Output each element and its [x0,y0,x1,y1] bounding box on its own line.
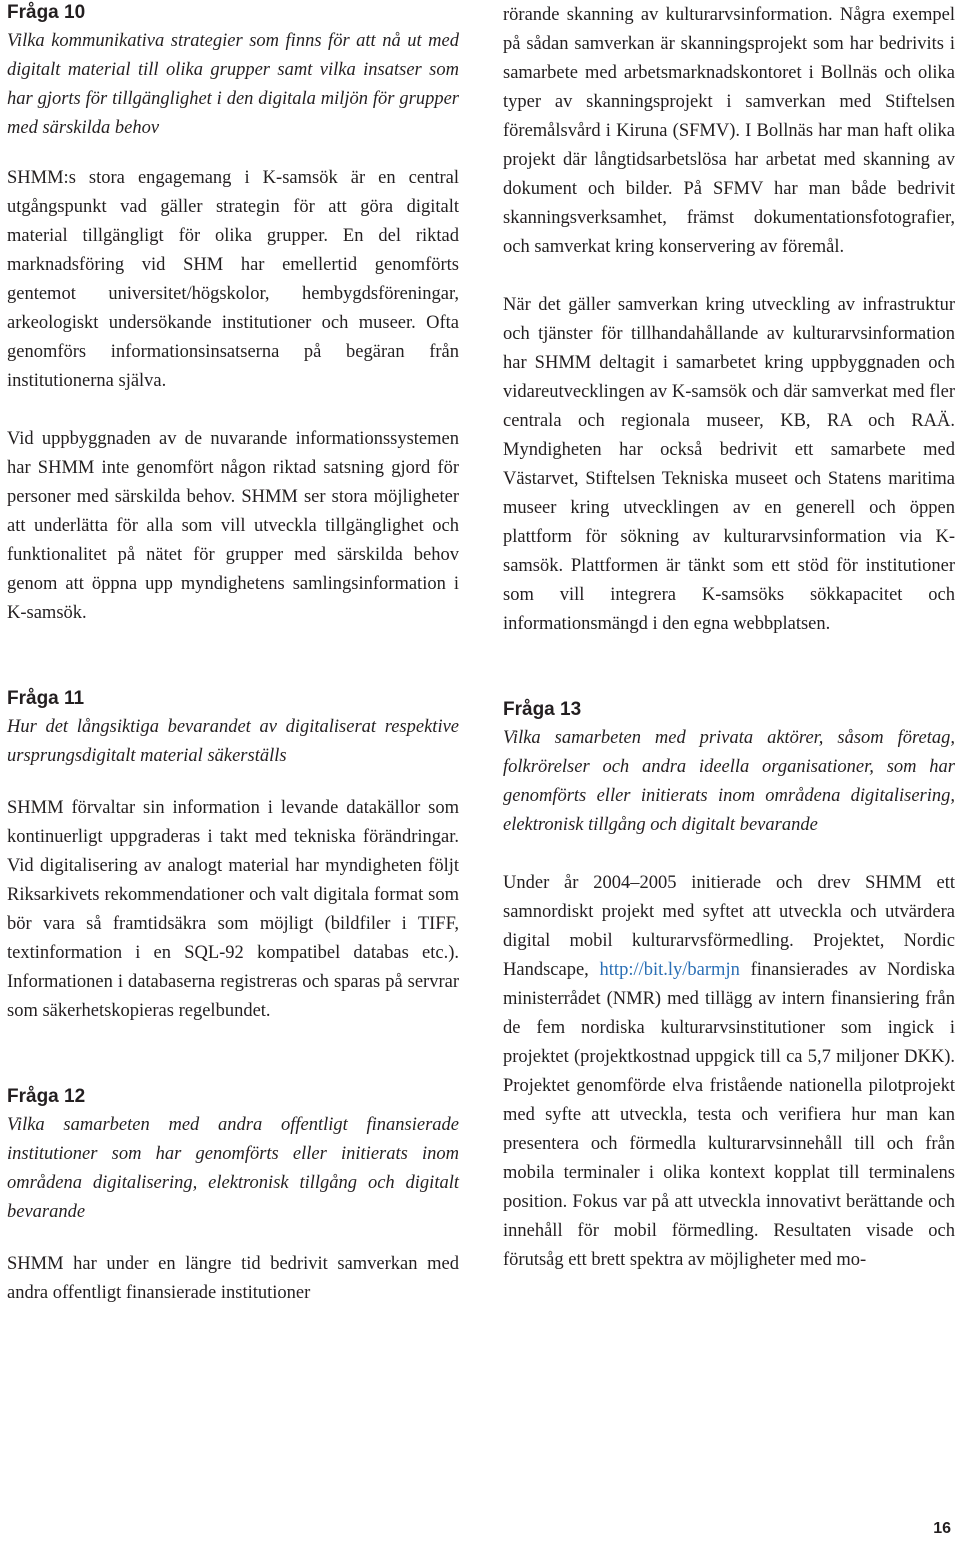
question-13-paragraph-1 [503,869,955,1275]
question-13-text-after-link: finansierades av Nordiska ministerrådet (NMR) med tillägg av intern finansiering från de fem nordiska kulturarvsinstitutioner som ingick i projektet (projektkostnad uppgick till ca 5,7 miljoner DKK). Projektet genomförde elva fristående nationella pilotprojekt med syfte att utveckla, testa och verifiera hur man kan presentera och förmedla kulturarvsinnehåll till och från mobila terminaler i olika kontext kopplat till terminalens position. Fokus var på att utveckla innovativt berättande och innehåll för mobil förmedling. Resultaten visade och förutsåg ett brett spektra av möjligheter med mo- [503,960,955,1270]
continued-paragraph-2: När det gäller samverkan kring utveckling av infrastruktur och tjänster för tillhandahållande av kulturarvsinformation har SHMM deltagit i samarbetet kring uppbyggnaden och vidareutvecklingen av K-samsök och där samverkat med fler centrala och regionala museer, KB, RA och RAÄ. Myndigheten har också bedrivit ett samarbete med Västarvet, Stiftelsen Tekniska museet och Statens maritima museer kring utvecklingen av en generell och öppen plattform för sökning av kulturarvsinformation via K-samsök. Plattformen är tänkt som ett stöd för institutioner som vill integrera K-samsöks sökkapacitet och informationsmängd i den egna webbplatsen. [503,295,955,634]
question-10-heading: Fråga 10 [7,2,86,23]
right-column [503,0,955,1275]
question-10-paragraph-1: SHMM:s stora engagemang i K-samsök är en central utgångspunkt vad gäller strategin för att göra digitalt material tillgängligt för olika grupper. En del riktad marknadsföring vid SHM har emellertid genomförts gentemot universitet/högskolor, hembygdsföreningar, arkeologiskt undersökande institutioner och museer. Ofta genomförs informationsinsatserna på begäran från institutionerna själva. [7,168,459,391]
question-12-heading: Fråga 12 [7,1086,86,1107]
question-11-paragraph-1: SHMM förvaltar sin information i levande datakällor som kontinuerligt uppgraderas i takt med tekniska förändringar. Vid digitalisering av analogt material har myndigheten följt Riksarkivets rekommendationer och valt digitala format som bör vara så framtidsäkra som möjligt (bildfiler i TIFF, textinformation i en SQL-92 kompatibel databas etc.). Informationen i databaserna registreras och sparas på servrar som säkerhetskopieras regelbundet. [7,798,459,1021]
question-13-subtitle: Vilka samarbeten med privata aktörer, såsom företag, folkrörelser och andra ideella organisationer, som har genomförts eller initierats inom områdena digitalisering, elektronisk tillgång och digitalt bevarande [503,728,955,835]
question-12-paragraph-1: SHMM har under en längre tid bedrivit samverkan med andra offentligt finansierade institutioner [7,1254,459,1303]
nordic-handscape-link[interactable]: http://bit.ly/barmjn [599,960,740,980]
question-10-subtitle: Vilka kommunikativa strategier som finns för att nå ut med digitalt material till olika grupper samt vilka insatser som har gjorts för tillgänglighet i den digitala miljön för grupper med särskilda behov [7,31,459,138]
page-number: 16 [933,1520,951,1537]
left-column [7,0,459,1308]
question-10-paragraph-2: Vid uppbyggnaden av de nuvarande informationssystemen har SHMM inte genomfört någon riktad satsning gjord för personer med särskilda behov. SHMM ser stora möjligheter att underlätta för alla som vill utveckla tillgänglighet och funktionalitet på nätet för grupper med särskilda behov genom att öppna upp myndighetens samlingsinformation i K-samsök. [7,429,459,623]
question-13-heading: Fråga 13 [503,699,582,720]
question-12-subtitle: Vilka samarbeten med andra offentligt finansierade institutioner som har genomförts eller initierats inom områdena digitalisering, elektronisk tillgång och digitalt bevarande [7,1115,459,1222]
question-13-text-before-link: Under år 2004–2005 initierade och drev SHMM ett samnordiskt projekt med syftet att utveckla och utvärdera digital mobil kulturarvsförmedling. Projektet, Nordic Handscape, [503,873,955,980]
question-11-subtitle: Hur det långsiktiga bevarandet av digitaliserat respektive ursprungsdigitalt material säkerställs [7,717,459,766]
continued-paragraph-1: rörande skanning av kulturarvsinformation. Några exempel på sådan samverkan är skanningsprojekt som har bedrivits i samarbete med arbetsmarknadskontoret i Bollnäs och olika typer av skanningsprojekt i samverkan med Stiftelsen föremålsvård i Kiruna (SFMV). I Bollnäs har man haft olika projekt där långtidsarbetslösa har arbetat med skanning av dokument och bilder. På SFMV har man både bedrivit skanningsverksamhet, främst dokumentationsfotografier, och samverkat kring konservering av föremål. [503,5,955,257]
question-11-heading: Fråga 11 [7,688,85,709]
